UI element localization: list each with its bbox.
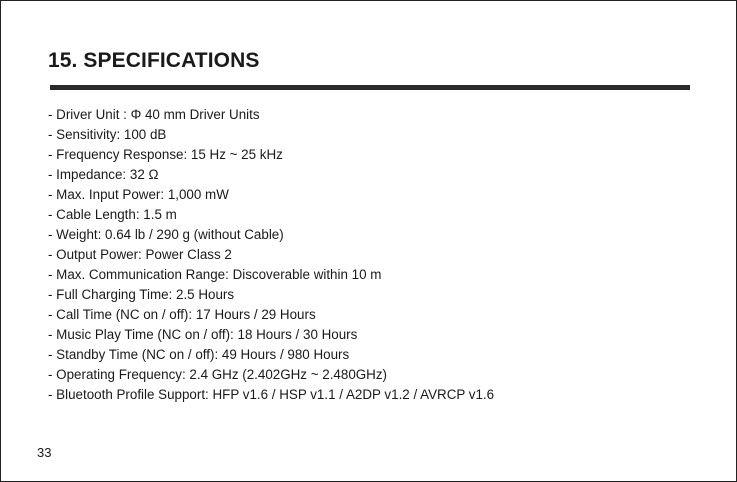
- spec-item-call-time: - Call Time (NC on / off): 17 Hours / 29 Hours: [48, 307, 316, 322]
- spec-item-frequency-response: - Frequency Response: 15 Hz ~ 25 kHz: [48, 147, 283, 162]
- specifications-list: [48, 105, 494, 405]
- spec-item-max-input-power: - Max. Input Power: 1,000 mW: [48, 187, 229, 202]
- spec-item-cable-length: - Cable Length: 1.5 m: [48, 207, 177, 222]
- spec-item-operating-frequency: - Operating Frequency: 2.4 GHz (2.402GHz ~ 2.480GHz): [48, 367, 388, 382]
- spec-item-weight: - Weight: 0.64 lb / 290 g (without Cable): [48, 227, 284, 242]
- spec-item-impedance: - Impedance: 32 Ω: [48, 167, 159, 182]
- spec-item-communication-range: - Max. Communication Range: Discoverable within 10 m: [48, 267, 382, 282]
- spec-item-music-play-time: - Music Play Time (NC on / off): 18 Hours / 30 Hours: [48, 327, 358, 342]
- spec-item-output-power: - Output Power: Power Class 2: [48, 247, 232, 262]
- spec-item-sensitivity: - Sensitivity: 100 dB: [48, 127, 167, 142]
- page-number: 33: [37, 445, 52, 460]
- section-title: 15. SPECIFICATIONS: [48, 49, 260, 72]
- spec-item-charging-time: - Full Charging Time: 2.5 Hours: [48, 287, 235, 302]
- spec-item-standby-time: - Standby Time (NC on / off): 49 Hours / 980 Hours: [48, 347, 350, 362]
- title-underline-rule: [50, 85, 690, 90]
- spec-item-bluetooth-profiles: - Bluetooth Profile Support: HFP v1.6 / HSP v1.1 / A2DP v1.2 / AVRCP v1.6: [48, 387, 495, 402]
- spec-item-driver-unit: - Driver Unit : Φ 40 mm Driver Units: [48, 107, 260, 122]
